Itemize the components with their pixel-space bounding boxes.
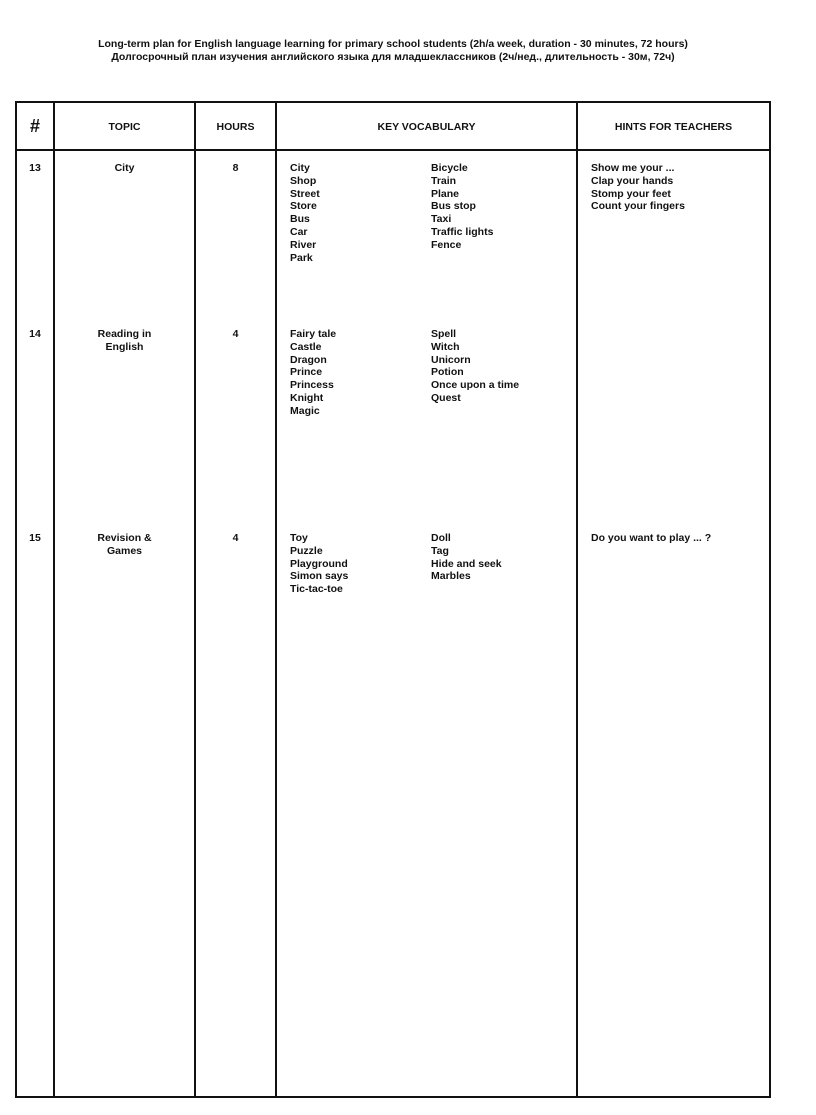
vocabulary-word: Doll — [431, 532, 451, 544]
vocabulary-word: Playground — [290, 557, 348, 570]
column-header-number: # — [29, 116, 40, 136]
vocabulary-word: Taxi — [431, 213, 452, 226]
vocabulary-word: Toy — [290, 532, 308, 544]
vocabulary-word: Castle — [290, 340, 322, 353]
hint-line: Show me your ... — [591, 162, 675, 174]
vocabulary-word: Fence — [431, 238, 462, 251]
vocabulary-word: Bicycle — [431, 162, 468, 174]
column-header-hours: HOURS — [216, 120, 255, 133]
vocabulary-word: Simon says — [290, 570, 349, 583]
vocabulary-list-left — [290, 328, 425, 418]
column-divider — [53, 103, 55, 1096]
column-header-hints: HINTS FOR TEACHERS — [614, 120, 733, 133]
row-number: 13 — [29, 162, 41, 174]
topic-line: City — [114, 162, 135, 174]
vocabulary-word: Unicorn — [431, 353, 471, 366]
vocabulary-word: Hide and seek — [431, 557, 502, 570]
page-title — [0, 38, 786, 64]
row-hours: 4 — [232, 328, 239, 340]
column-divider — [275, 103, 277, 1096]
row-number: 15 — [29, 532, 41, 544]
topic-line: Games — [106, 544, 143, 557]
topic-line: Reading in — [97, 328, 152, 340]
vocabulary-word: Traffic lights — [431, 225, 494, 238]
vocabulary-word: Magic — [290, 404, 320, 417]
vocabulary-word: Train — [431, 174, 457, 187]
row-hours: 4 — [232, 532, 239, 544]
vocabulary-word: Spell — [431, 328, 457, 340]
row-hours: 8 — [232, 162, 239, 174]
vocabulary-word: Knight — [290, 391, 324, 404]
plan-table — [15, 101, 771, 1098]
teacher-hints — [591, 532, 766, 545]
hint-line: Clap your hands — [591, 174, 674, 187]
vocabulary-word: Dragon — [290, 353, 327, 366]
row-topic — [55, 328, 194, 354]
vocabulary-word: Tag — [431, 544, 449, 557]
vocabulary-word: Car — [290, 225, 308, 238]
vocabulary-word: Princess — [290, 379, 334, 392]
vocabulary-word: Once upon a time — [431, 379, 520, 392]
title-russian: Долгосрочный план изучения английского языка для младшеклассников (2ч/нед., длительность - 30м, 72ч) — [111, 51, 675, 63]
vocabulary-word: Quest — [431, 391, 461, 404]
vocabulary-list-left — [290, 162, 425, 264]
vocabulary-word: Plane — [431, 187, 460, 200]
topic-line: English — [105, 340, 144, 353]
row-topic — [55, 162, 194, 175]
vocabulary-word: Witch — [431, 340, 460, 353]
vocabulary-word: Puzzle — [290, 544, 323, 557]
vocabulary-list-right — [431, 328, 571, 405]
hint-line: Do you want to play ... ? — [591, 532, 712, 544]
title-english: Long-term plan for English language learning for primary school students (2h/a week, duration - 30 minutes, 72 hours) — [98, 38, 688, 50]
vocabulary-word: Park — [290, 251, 313, 264]
vocabulary-word: Street — [290, 187, 320, 200]
vocabulary-word: Store — [290, 200, 317, 213]
column-header-vocabulary: KEY VOCABULARY — [377, 120, 476, 133]
vocabulary-list-left — [290, 532, 425, 596]
column-divider — [194, 103, 196, 1096]
column-divider — [576, 103, 578, 1096]
vocabulary-list-right — [431, 162, 571, 252]
vocabulary-word: Bus — [290, 213, 310, 226]
vocabulary-word: Marbles — [431, 570, 471, 583]
vocabulary-word: Bus stop — [431, 200, 476, 213]
vocabulary-list-right — [431, 532, 571, 583]
hint-line: Count your fingers — [591, 200, 685, 213]
row-number: 14 — [29, 328, 41, 340]
topic-line: Revision & — [97, 532, 152, 544]
vocabulary-word: Shop — [290, 174, 317, 187]
vocabulary-word: Potion — [431, 366, 464, 379]
vocabulary-word: Prince — [290, 366, 323, 379]
column-header-topic: TOPIC — [108, 120, 141, 133]
vocabulary-word: City — [290, 162, 310, 174]
vocabulary-word: River — [290, 238, 317, 251]
vocabulary-word: Tic-tac-toe — [290, 583, 343, 596]
row-topic — [55, 532, 194, 558]
hint-line: Stomp your feet — [591, 187, 671, 200]
vocabulary-word: Fairy tale — [290, 328, 337, 340]
teacher-hints — [591, 162, 766, 213]
